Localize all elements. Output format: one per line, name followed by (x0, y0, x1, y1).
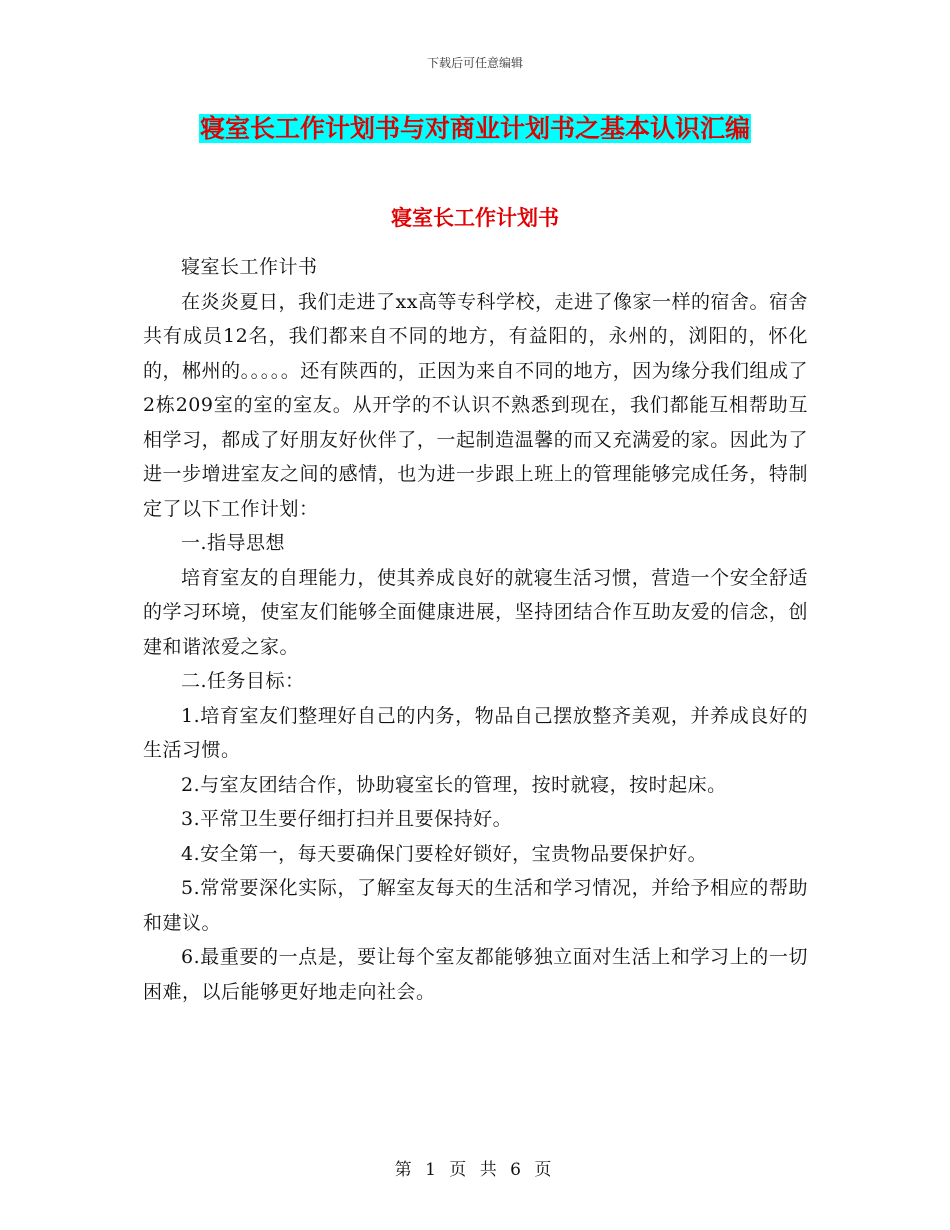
paragraph: 2.与室友团结合作，协助寝室长的管理，按时就寝，按时起床。 (181, 773, 727, 796)
paragraph: 6.最重要的一点是，要让每个室友都能够独立面对生活上和学习上的一切困难，以后能够更好地走向社会。 (143, 946, 808, 1003)
paragraph: 一.指导思想 (181, 532, 286, 554)
paragraph: 二.任务目标： (181, 670, 305, 692)
paragraph: 培育室友的自理能力，使其养成良好的就寝生活习惯，营造一个安全舒适的学习环境，使室友们能够全面健康进展，坚持团结合作互助友爱的信念，创建和谐浓爱之家。 (143, 566, 808, 658)
paragraph: 5.常常要深化实际，了解室友每天的生活和学习情况，并给予相应的帮助和建议。 (143, 877, 808, 934)
paragraph: 3.平常卫生要仔细打扫并且要保持好。 (181, 808, 513, 830)
page-header-note: 下载后可任意编辑 (426, 56, 523, 70)
section-title: 寝室长工作计划书 (391, 206, 559, 230)
paragraph: 在炎炎夏日，我们走进了xx高等专科学校，走进了像家一样的宿舍。宿舍共有成员12名，我们都来自不同的地方，有益阳的，永州的，浏阳的，怀化的，郴州的。。。。。还有陕西的，正因为来自不同的地方，因为缘分我们组成了2栋209室的室的室友。从开学的不认识不熟悉到现在，我们都能互相帮助互相学习，都成了好朋友好伙伴了，一起制造温馨的而又充满爱的家。因此为了进一步增进室友之间的感情，也为进一步跟上班上的管理能够完成任务，特制定了以下工作计划： (143, 290, 808, 520)
document-title (0, 112, 950, 146)
paragraph: 寝室长工作计书 (181, 256, 318, 278)
document-title-text: 寝室长工作计划书与对商业计划书之基本认识汇编 (199, 114, 750, 143)
paragraph: 4.安全第一，每天要确保门要栓好锁好，宝贵物品要保护好。 (181, 842, 708, 865)
document-body (143, 250, 808, 1009)
paragraph: 1.培育室友们整理好自己的内务，物品自己摆放整齐美观，并养成良好的生活习惯。 (143, 704, 808, 761)
page-number-footer: 第 1 页 共 6 页 (394, 1160, 556, 1180)
